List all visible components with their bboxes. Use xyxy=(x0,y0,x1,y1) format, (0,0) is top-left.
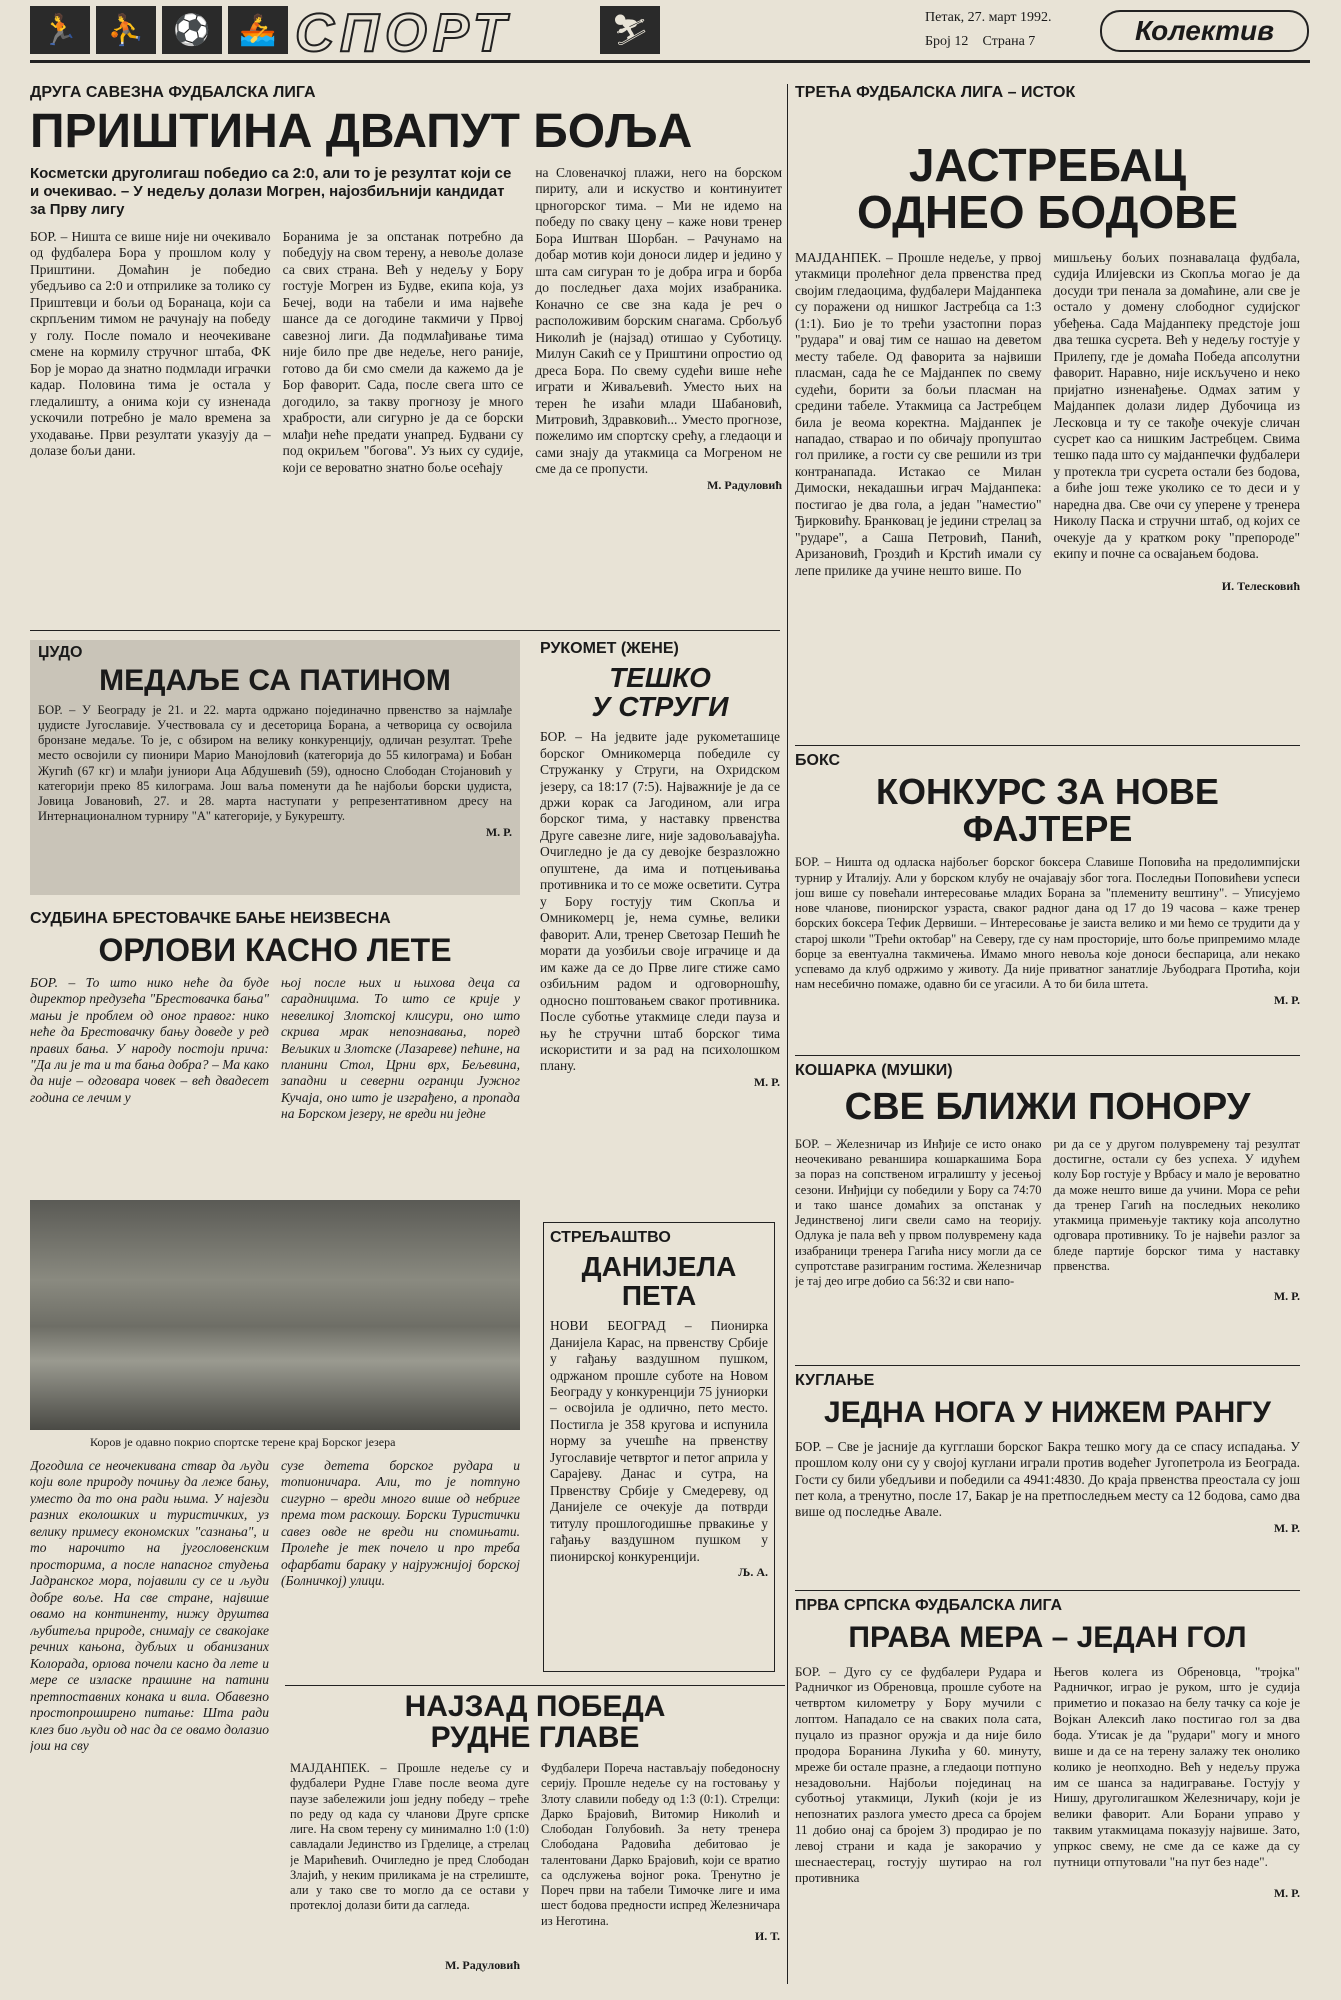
headline: ТЕШКО xyxy=(609,662,711,693)
body-column: њој после њих и њихова деца са сарадницима. То што се крије у невеликој Злотској клисури, оно што скрива мрак непознавања, поред Вељиких и Злотске (Лазареве) пећине, на планини Стол, Црни врх, Бељевина, западни и северни огранци Јужног Кучаја, оно што је изграђено, а пропада на Борском језеру, не вреди ни једне xyxy=(281,974,520,1122)
headline: ПЕТА xyxy=(621,1279,697,1311)
body-column: ри да се у другом полувремену тај резултат достигне, остали су без успеха. У идућем колу Бор гостује у Врбасу и мало је вероватно да може нешто више да учини. Мора се рећи да тренер Гагић на последњих неколико утакмица примењује тактику која апсолутно одговара противнику. То је највећи разлог за бледе партије борског тима у наставку првенства. xyxy=(1053,1136,1300,1273)
body-text: БОР. – Ништа од одласка најбољег борског боксера Славише Поповића на предолимпијски турнир у Италију. Али у борском клубу не очајавају због тога. Последњи Поповићеви успеси још више су повећали интересовање младих Борана за "племениту вештину". – Уписујемо нове чланове, пионирског узраста, сваког радног дана од 17 до 19 часова – каже тренер борских боксера Тефик Дервиши. – Интересовање је заиста велико и ми ћемо се трудити да у старој школи "Трећи октобар" на Северу, где су нам просторије, што боље припремимо младе борце за евентуална такмичења. Имамо много невоља које доноси беспарица, али некако успевамо да клуб одржимо у животу. Да није приватног занатлије Љубодрага Протића, који нам несебично помаже, одавно би се угасили. А то би била штета. xyxy=(795,855,1300,992)
body-text: БОР. – У Београду је 21. и 22. марта одржано појединачно првенство за најмлађе џудисте Југославије. Учествовала су и десеторица Борана, а четворица су освојила бронзане медаље. То је, с обзиром на велику конкуренцију, одличан резултат. Треће место освојили су пионири Марио Манојловић (категорија до 55 килограма) и Бобан Жугић (67 кг) и млађи јуниори Аца Абдушевић (59), односно Слободан Стојановић у категорији преко 85 килограма. Још ваља поменути да ће најбољи борски џудиста, Јовица Јовановић, 27. и 28. марта наступати у репрезентативном дресу на Интернационалном турниру "А" категорије, у Букурешту. xyxy=(38,702,512,824)
kicker: КУГЛАЊЕ xyxy=(795,1372,875,1389)
section-rule xyxy=(795,1590,1300,1591)
article-prva-srpska xyxy=(795,1597,1300,1992)
byline: М. Р. xyxy=(485,824,512,839)
article-rukomet xyxy=(540,640,780,1210)
headline: ПРИШТИНА ДВАПУТ БОЉА xyxy=(30,105,693,158)
body-column: сузе детета борског рудара и топионичара. Али, то је потпуно сигурно – вреди много више од небриге према том раскошу. Борски Туристички савез овде не вреди ни спомињати. Пролеће је тек почело и про треба офарбати бараку у најружнијој борској (Болничкој) улици. xyxy=(281,1458,520,1589)
article-boks xyxy=(795,752,1300,1048)
byline: Љ. А. xyxy=(738,1565,768,1580)
kicker: КОШАРКА (МУШКИ) xyxy=(795,1062,953,1079)
masthead xyxy=(30,3,1310,63)
kicker: ДРУГА САВЕЗНА ФУДБАЛСКА ЛИГА xyxy=(30,84,316,101)
byline: М. Р. xyxy=(1273,1289,1300,1304)
body-text: БОР. – Све је јасније да кугглаши борског Бакра тешко могу да се спасу испадања. У прошлом колу они су у својој куглани играли против водећег Југопетрола из Београда. Гости су били убедљиви и победили са 4941:4830. До краја првенства преостала су још пет кола, а тренутно, после 17, Бакар је на претпоследњем месту са 12 бодова, само два више од последње Авале. xyxy=(795,1438,1300,1520)
article-kosarka xyxy=(795,1062,1300,1358)
byline: И. Т. xyxy=(754,1928,780,1943)
headline: СВЕ БЛИЖИ ПОНОРУ xyxy=(844,1086,1251,1128)
byline: М. Р. xyxy=(1273,992,1300,1007)
body-column: Догодила се неочекивана ствар да људи који воле природу почињу да леже бању, уместо да то она ради њима. У најезди разних еколошких и туристичких, уз велику примесу економских "сазнања", и то нарочито на југословенским просторима, а после напасног студења Јадранског мора, појавили су се и људи добре воље. На све стране, највише овамо на континенту, нижу друштва љубитеља природе, снимају се свакојаке речних кањона, дубљих и обанизаних Колорада, орлова почели касно да лете и мере се изласке прашине на патини претпоставних конака и вила. Обавезно простопроширено питање: Шта ради клез био људи од нас да се овамо долазио још на сву xyxy=(30,1458,269,1753)
headline: ФАЈТЕРЕ xyxy=(962,807,1133,849)
skier-icon: ⛷ xyxy=(600,6,660,54)
kicker: СТРЕЉАШТВО xyxy=(550,1229,671,1246)
headline: ЈЕДНА НОГА У НИЖЕМ РАНГУ xyxy=(824,1396,1271,1429)
byline: М. Р. xyxy=(753,1074,780,1089)
kicker: РУКОМЕТ (ЖЕНЕ) xyxy=(540,640,679,657)
kolektiv-logo: Колектив xyxy=(1100,10,1309,52)
photo-caption: Коров је одавно покрио спортске терене крај Борског језера xyxy=(90,1435,396,1449)
body-column: БОР. – Железничар из Инђије се исто онако неочекивано реваншира кошаркашима Бора за пораз на сопственом игралишту у јесењој сезони. Инђијци су победили у Бору са 74:70 и тако шансе домаћих за опстанак у Јединственој лиги свели само на теорију. Одлука је пала већ у првом полувремену када изабраници тренера Гагића нису могли да се супротставе разиграним гостима. Железничар је тај део игре добио са 56:32 и сви напо- xyxy=(795,1136,1042,1288)
byline: М. Р. xyxy=(1273,1520,1300,1535)
article-judo xyxy=(30,640,520,895)
body-column: Његов колега из Обреновца, "тројка" Радничког, играо је руком, што је судија приметио и показао на белу тачку са које је Војкан Алексић лако постигао гол за два бода. Утисак је да "рудари" могу и много више и да се на терену залажу тек онолико колико је неопходно. Већ у недељу пружа им се шанса за надигравање. Гостују у Нишу, друголигашком Железничару, који је велики фаворит. Али Борани управо у таквим утакмицама показују највише. Зато, упркос свему, не сме да се каже да су путници отпутовали "на пут без наде". xyxy=(1053,1663,1300,1869)
article-kuglanje xyxy=(795,1372,1300,1584)
article-rudna-glava xyxy=(290,1692,780,1992)
headline: НАЈЗАД ПОБЕДА xyxy=(404,1692,666,1723)
headline: КОНКУРС ЗА НОВЕ xyxy=(876,771,1219,812)
headline: ОДНЕО БОДОВЕ xyxy=(856,185,1239,238)
body-column: Фудбалери Пореча настављају победоносну серију. Прошле недеље су на гостовању у Злоту славили победу од 1:3 (0:1). Стрелци: Дарко Брајовић, Витомир Николић и Слободан Голубовић. За нету тренера Слободана Радовића дебитовао је талентовани Дарко Брајовић, који се вратио са одслужења војног рока. Тренутно је Пореч први на табели Тимочке лиге и има шест бодова предности испред Железничара из Неготина. xyxy=(541,1761,780,1928)
headline: ПРАВА МЕРА – ЈЕДАН ГОЛ xyxy=(848,1621,1247,1654)
body-column: на Словеначкој плажи, него на борском пириту, али и искуство и континуитет црногорског тима. – Ми не идемо на победу по сваку цену – каже нови тренер Бора Иштван Шорбан. – Рачунамо на добар мотив који доноси лидер и једино у шта сам сигуран то је добра игра и борба до последњег даха мојих изабраника. Коначно се све зна када је реч о расположивим борским снагама. Србољуб Николић је (најзад) отишао у Суботицу. Милун Сакић се у Приштини опростио од дреса Бора. По свему судећи више неће играти и Живаљевић. Уместо њих на терен ће изаћи млади Шабановић, Митровић, Здравковић... Уместо прогнозе, пожелимо им спортску срећу, а гледаоци и сами знају да утакмица са Могреном не сме да се пропусти. xyxy=(535,164,782,477)
column-rule xyxy=(787,84,788,1984)
kicker: СУДБИНА БРЕСТОВАЧКЕ БАЊЕ НЕИЗВЕСНА xyxy=(30,910,391,927)
body-column: МАЈДАНПЕК. – Прошле недеље су и фудбалери Рудне Главе после веома дуге паузе забележили још једну победу – треће по реду од када су чланови Друге српске лиге. На свом терену су минимално 1:0 (1:0) савладали Јединство из Грделице, а стрелац је Марићевић. Очигледно је пред Слободан Злајић, у неким приликама је на стрелиште, али у тако све то могло да се остави у протеклој долази бити да сагледа. xyxy=(290,1761,529,1913)
basketball-icon: ⛹ xyxy=(96,6,156,54)
issue-number: Број 12 xyxy=(925,34,969,49)
body-column: мишљењу бољих познавалаца фудбала, судија Илијевски из Скопља могао је да досуди три пенала за домаћине, али све је остало у домену слободног судијског убеђења. Сада Мајданпеку предстоје још два тешка сусрета. Већ у недељу гостује у Прилепу, где је домаћа Победа апсолутни фаворит. Наравно, није искључено и неко пријатно изненађење. Одмах затим у Мајданпек долази лидер Дубочица из Лесковца и ту се такође очекује сличан сусрет као са нишким Јастребцем. Свима тешко пада што су мајданпечки фудбалери у протекла три сусрета остали без бодова, а биће још теже уколико се то деси и у наредна два. Све очи су уперене у тренера Николу Паска и стручни штаб, од којих се очекује да у кратком року "препороде" екипу и почне са освајањем бодова. xyxy=(1053,249,1300,562)
headline: ЈАСТРЕБАЦ xyxy=(908,139,1187,191)
byline: М. Радуловић xyxy=(445,1958,520,1972)
body-text: НОВИ БЕОГРАД – Пионирка Данијела Карас, на првенству Србије у гађању ваздушном пушком, одржаном прошле суботе на Новом Београду у конкуренцији 75 јуниорки – освојила је одлично, пето место. Постигла је 358 кругова и испунила норму за учешће на првенству Југославије четвртог и петог априла у Сарајеву. Данас и сутра, на Првенству Србије у Смедереву, од Данијеле се очекује да потврди титулу прошлогодишње првакиње у гађању ваздушном пушком у пионирској конкуренцији. xyxy=(550,1318,768,1564)
body-column: Боранима је за опстанак потребно да победују на свом терену, а невоље долазе са свих страна. Већ у недељу у Бору гостује Могрен из Будве, екипа која, уз Бечеј, води на табели и има највеће шансе да се догодине такмичи у Првој савезној лиги. Да подмлађивање тима није било пре две недеље, него раније, готово да би смо смели да кажемо да је Бор фаворит. Сада, после свега што се догодило, за такву прогнозу је много храбрости, али сигурно је да се борски млађи неће предати унапред. Будвани су под окриљем "богова". Уз њих су судије, који се вероватно знатно боље осећају xyxy=(282,228,524,475)
rower-icon: 🚣 xyxy=(228,6,288,54)
headline: ОРЛОВИ КАСНО ЛЕТЕ xyxy=(98,932,452,968)
issue-date: Петак, 27. март 1992. xyxy=(925,10,1052,25)
runner-icon: 🏃 xyxy=(30,6,90,54)
masthead-icons-right xyxy=(600,6,660,54)
football-icon: ⚽ xyxy=(162,6,222,54)
headline: ДАНИЈЕЛА xyxy=(581,1251,737,1282)
byline: М. Радуловић xyxy=(707,477,782,492)
body-column: БОР. – То што нико неће да буде директор предузећа "Брестовачка бања" мањи је проблем од оног правог: нико неће да Брестовачку бању доведе у ред правих бања. У народу постоји прича: "Да ли је та и та бања добра? – Ма како да није – одговара човек – већ двадесет година се лечим у xyxy=(30,974,269,1105)
body-column: МАЈДАНПЕК. – Прошле недеље, у првој утакмици пролећног дела првенства пред својим гледаоцима, фудбалери Мајданпека су поражени од нишког Јастребца са 1:3 (1:1). Био је то трећи узастопни пораз "рудара" и овај тим се нашао на деветом месту табеле. Од фаворита за највиши пласман, сада ће се Мајданпек по свему судећи, борити за бољи пласман на средини табеле. Утакмица са Јастребцем била је веома коректна. Мајданпек је нападао, стварао и по обичају пропуштао гол прилике, а гости су све решили из три контранапада. Истакао се Милан Димоски, некадашњи играч Мајданпека: постигао је два гола, а један "наместио" Ђирковићу. Бранковац је једини стрелац за "рударе", а Саша Петровић, Панић, Аризановић, Гроздић и Крстић имали су лепе прилике да учине нешто више. По xyxy=(795,249,1042,578)
section-rule xyxy=(795,1365,1300,1366)
section-rule xyxy=(30,630,780,631)
article-streljastvo xyxy=(543,1222,775,1672)
headline: РУДНЕ ГЛАВЕ xyxy=(430,1720,640,1754)
body-column: БОР. – Дуго су се фудбалери Рудара и Радничког из Обреновца, прошле суботе на четвртом километру у Бору мучили с лоптом. Нападало се на сваких пола сата, пуцало из празног оружја и да није било продора Боранина Лукића у 60. минуту, мреже би остале празне, а гледаоци потпуно незадовољни. Најбољи појединац на суботњој утакмици, Лукић (који је из непознатих разлога уместо дреса са бројем 11 добио онај са бројем 3) продирао је по левој страни и када је закорачио у шеснаестерац, гостују шутирао на гол противника xyxy=(795,1663,1042,1885)
article-pristina xyxy=(30,84,782,624)
section-rule xyxy=(795,1055,1300,1056)
kicker: ПРВА СРПСКА ФУДБАЛСКА ЛИГА xyxy=(795,1597,1063,1614)
section-rule xyxy=(795,745,1300,746)
kicker: ЏУДО xyxy=(38,644,83,661)
lake-photo xyxy=(30,1200,520,1430)
masthead-title: СПОРТ xyxy=(295,3,512,63)
byline: М. Р. xyxy=(1273,1885,1300,1900)
lede: Косметски друголигаш победио са 2:0, али то је резултат који се и очекивао. – У недељу долази Могрен, најозбиљнији кандидат за Прву лигу xyxy=(30,164,512,218)
headline: У СТРУГИ xyxy=(591,690,729,722)
byline: И. Телесковић xyxy=(1221,579,1300,594)
kicker: БОКС xyxy=(795,752,841,769)
masthead-meta xyxy=(925,6,1066,54)
body-text: БОР. – На једвите јаде рукометашице борског Омникомерца победиле су Стружанку у Струги, на Охридском језеру, са 18:17 (7:5). Најважније је да се држи корак са Јагодином, али игра борског тима, у наставку првенства Друге савезне лиге, није задовољавајућа. Очигледно је да су девојке безразложно опуштене, да има и потцењивања противника и то се може осветити. Сутра у Бору гостују тим Скопља и Омникомерц је, нема сумње, велики фаворит. Али, тренер Светозар Пешић ће морати да уозбиљи своје играчице и да им каже да се до Прве лиге стиже само озбиљним радом и одговорношћу, односно поштовањем сваког противника. После суботње утакмице следи пауза и њу ће стручни штаб борског тима искористити и за рад на психолошком плану. xyxy=(540,729,780,1074)
page-number: Страна 7 xyxy=(982,34,1036,49)
article-jastrebac xyxy=(795,84,1300,739)
kicker: ТРЕЋА ФУДБАЛСКА ЛИГА – ИСТОК xyxy=(795,84,1076,101)
headline: МЕДАЉЕ СА ПАТИНОМ xyxy=(99,664,451,697)
body-column: БОР. – Ништа се више није ни очекивало од фудбалера Бора у прошлом колу у Приштини. Домаћин је победио убедљиво са 2:0 и отприлике за толико су Приштевци и бољи од Боранаца, који са скрпљеним тимом не рачунају на победу у голу. После помало и неочекиване смене на кормилу стручног штаба, ФК Бор је морао да знатно подмлади играчки кадар. Половина тима је остала у гледалишту, а онима који су изненада ускочили потребно је мало времена за уходавање. Први резултати указују да – долазе бољи дани. xyxy=(30,228,271,459)
masthead-icons xyxy=(30,6,288,54)
